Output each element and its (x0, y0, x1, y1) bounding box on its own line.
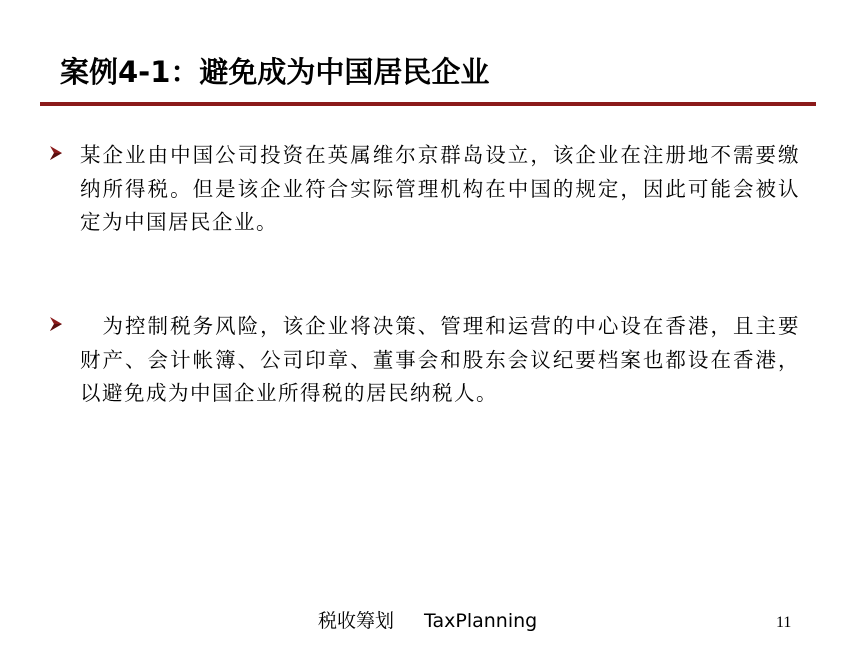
arrowhead-bullet-icon (48, 314, 64, 334)
title-divider (40, 102, 816, 106)
footer-course-en: TaxPlanning (424, 610, 538, 632)
bullet-text: 为控制税务风险，该企业将决策、管理和运营的中心设在香港，且主要财产、会计帐簿、公司印章、董事会和股东会议纪要档案也都设在香港，以避免成为中国企业所得税的居民纳税人。 (80, 314, 800, 405)
page-number: 11 (776, 614, 792, 631)
footer-course-cn: 税收筹划 (318, 610, 395, 632)
bullet-item (48, 310, 800, 411)
bullet-item (48, 139, 800, 240)
slide-title: 案例4-1：避免成为中国居民企业 (60, 55, 490, 89)
footer-course (318, 608, 537, 634)
arrowhead-bullet-icon (48, 143, 64, 163)
bullet-text: 某企业由中国公司投资在英属维尔京群岛设立，该企业在注册地不需要缴纳所得税。但是该企业符合实际管理机构在中国的规定，因此可能会被认定为中国居民企业。 (80, 143, 800, 234)
